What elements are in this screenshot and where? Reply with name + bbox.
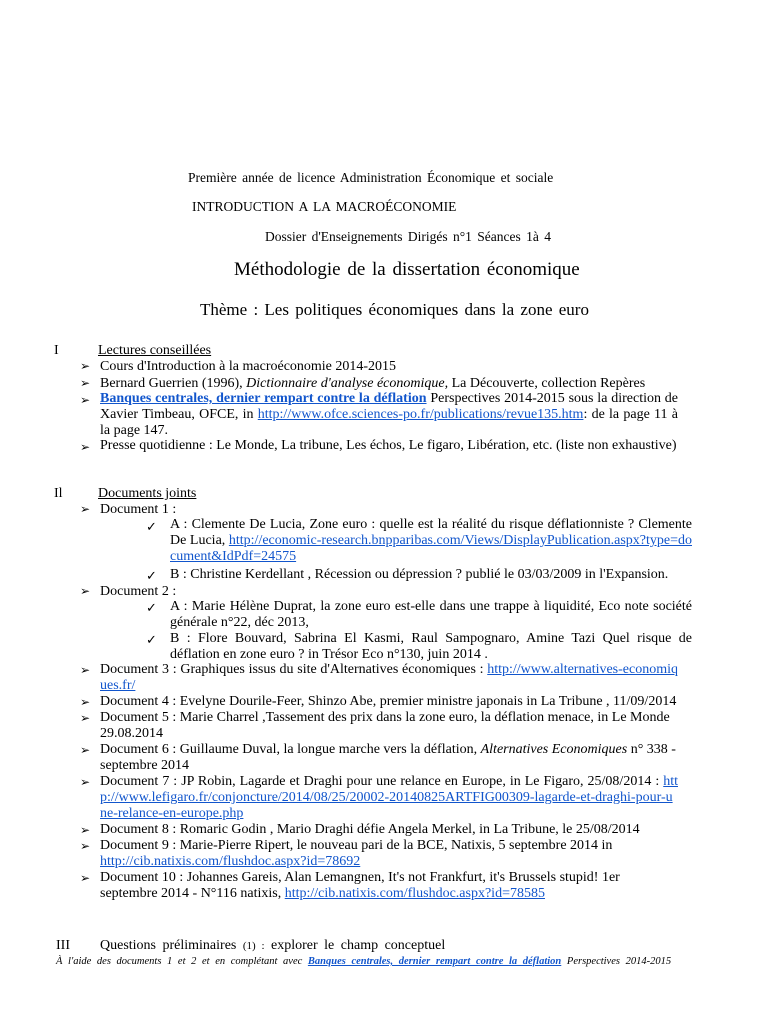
arrow-bullet-icon: ➢: [80, 584, 91, 598]
arrow-bullet-icon: ➢: [80, 502, 91, 516]
checkmark-icon: ✓: [146, 632, 157, 647]
list-item: Document 6 : Guillaume Duval, la longue marche vers la déflation, Alternatives Economiques n° 338 - septembre 2014: [100, 742, 676, 773]
header-dossier: Dossier d'Enseignements Dirigés n°1 Séances 1à 4: [265, 229, 552, 244]
list-item: Document 4 : Evelyne Dourile-Feer, Shinzo Abe, premier ministre japonais in La Tribune , 11/09/2014: [100, 694, 677, 709]
section-3-title: Questions préliminaires: [100, 938, 237, 953]
arrow-bullet-icon: ➢: [80, 695, 91, 709]
arrow-bullet-icon: ➢: [80, 823, 91, 837]
list-item: Document 7 : JP Robin, Lagarde et Draghi pour une relance en Europe, in Le Figaro, 25/08/2014 : http://www.lefigaro.fr/conjoncture/2014/08/25/20002-20140825ARTFIG00309-lagarde-et-draghi-pour-une-relance-en-europe.php: [100, 774, 678, 821]
arrow-bullet-icon: ➢: [80, 711, 91, 725]
list-item: Document 2 :: [100, 584, 177, 599]
list-item: Document 3 : Graphiques issus du site d'Alternatives économiques : http://www.alternatives-economiques.fr/: [100, 662, 678, 693]
footer-instruction: À l'aide des documents 1 et 2 et en complétant avec Banques centrales, dernier rempart contre la déflation Perspectives 2014-2015: [56, 956, 672, 967]
list-item: Document 10 : Johannes Gareis, Alan Lemangnen, It's not Frankfurt, it's Brussels stupid! 1er septembre 2014 - N°116 natixis, http://cib.natixis.com/flushdoc.aspx?id=78585: [100, 870, 620, 901]
section-2-title: Documents joints: [98, 486, 197, 501]
arrow-bullet-icon: ➢: [80, 393, 91, 407]
bnp-link[interactable]: http://economic-research.bnpparibas.com/Views/DisplayPublication.aspx?type=document&IdPdf=24575: [170, 533, 692, 564]
footer-book-link[interactable]: Banques centrales, dernier rempart contre la déflation: [307, 956, 562, 967]
natixis-link-1[interactable]: http://cib.natixis.com/flushdoc.aspx?id=78692: [100, 854, 361, 869]
page-title: Méthodologie de la dissertation économique: [234, 259, 580, 280]
arrow-bullet-icon: ➢: [80, 839, 91, 853]
sub-item: A : Marie Hélène Duprat, la zone euro est-elle dans une trappe à liquidité, Eco note société générale n°22, déc 2013,: [170, 599, 692, 630]
sub-item: B : Flore Bouvard, Sabrina El Kasmi, Raul Sampognaro, Amine Tazi Quel risque de déflation en zone euro ? in Trésor Eco n°130, juin 2014 .: [170, 631, 692, 662]
header-line-1: Première année de licence Administration Économique et sociale: [188, 170, 554, 185]
alternatives-link[interactable]: http://www.alternatives-economiques.fr/: [100, 662, 678, 693]
list-item: Document 1 :: [100, 502, 177, 517]
checkmark-icon: ✓: [146, 568, 157, 583]
sub-item: A : Clemente De Lucia, Zone euro : quelle est la réalité du risque déflationniste ? Clemente De Lucia, http://economic-research.bnpparibas.com/Views/DisplayPublication.aspx?type=document&IdPdf=24575: [170, 517, 692, 564]
arrow-bullet-icon: ➢: [80, 775, 91, 789]
header-course-title: INTRODUCTION A LA MACROÉCONOMIE: [192, 199, 457, 214]
arrow-bullet-icon: ➢: [80, 359, 91, 373]
book-link[interactable]: Banques centrales, dernier rempart contre la déflation: [100, 391, 427, 406]
sub-item: B : Christine Kerdellant , Récession ou dépression ? publié le 03/03/2009 in l'Expansion.: [170, 567, 669, 582]
arrow-bullet-icon: ➢: [80, 871, 91, 885]
footnote-marker: (1) :: [242, 940, 265, 952]
list-item: Cours d'Introduction à la macroéconomie 2014-2015: [100, 359, 397, 374]
list-item: Banques centrales, dernier rempart contre la déflation Perspectives 2014-2015 sous la direction de Xavier Timbeau, OFCE, in http://www.ofce.sciences-po.fr/publications/revue135.htm: de la page 11 à la page 147.: [100, 391, 678, 438]
list-item: Presse quotidienne : Le Monde, La tribune, Les échos, Le figaro, Libération, etc. (liste non exhaustive): [100, 438, 677, 453]
arrow-bullet-icon: ➢: [80, 743, 91, 757]
ofce-link[interactable]: http://www.ofce.sciences-po.fr/publications/revue135.htm: [257, 407, 584, 422]
lefigaro-link[interactable]: http://www.lefigaro.fr/conjoncture/2014/08/25/20002-20140825ARTFIG00309-lagarde-et-draghi-pour-une-relance-en-europe.php: [100, 774, 678, 821]
arrow-bullet-icon: ➢: [80, 440, 91, 454]
list-item: Document 8 : Romaric Godin , Mario Draghi défie Angela Merkel, in La Tribune, le 25/08/2014: [100, 822, 640, 837]
list-item: Document 5 : Marie Charrel ,Tassement des prix dans la zone euro, la déflation menace, in Le Monde 29.08.2014: [100, 710, 670, 741]
list-item: Document 9 : Marie-Pierre Ripert, le nouveau pari de la BCE, Natixis, 5 septembre 2014 in http://cib.natixis.com/flushdoc.aspx?id=78692: [100, 838, 613, 869]
section-2-number: Il: [54, 486, 63, 501]
checkmark-icon: ✓: [146, 519, 157, 534]
arrow-bullet-icon: ➢: [80, 376, 91, 390]
section-3-number: III: [56, 938, 70, 953]
section-3-heading: III Questions préliminaires (1) : explorer le champ conceptuel: [56, 938, 446, 953]
checkmark-icon: ✓: [146, 600, 157, 615]
page-theme: Thème : Les politiques économiques dans la zone euro: [200, 300, 589, 319]
arrow-bullet-icon: ➢: [80, 663, 91, 677]
natixis-link-2[interactable]: http://cib.natixis.com/flushdoc.aspx?id=78585: [284, 886, 545, 901]
section-1-number: I: [54, 343, 59, 358]
list-item: Bernard Guerrien (1996), Dictionnaire d'analyse économique, La Découverte, collection Repères: [100, 376, 646, 391]
section-1-title: Lectures conseillées: [98, 343, 212, 358]
